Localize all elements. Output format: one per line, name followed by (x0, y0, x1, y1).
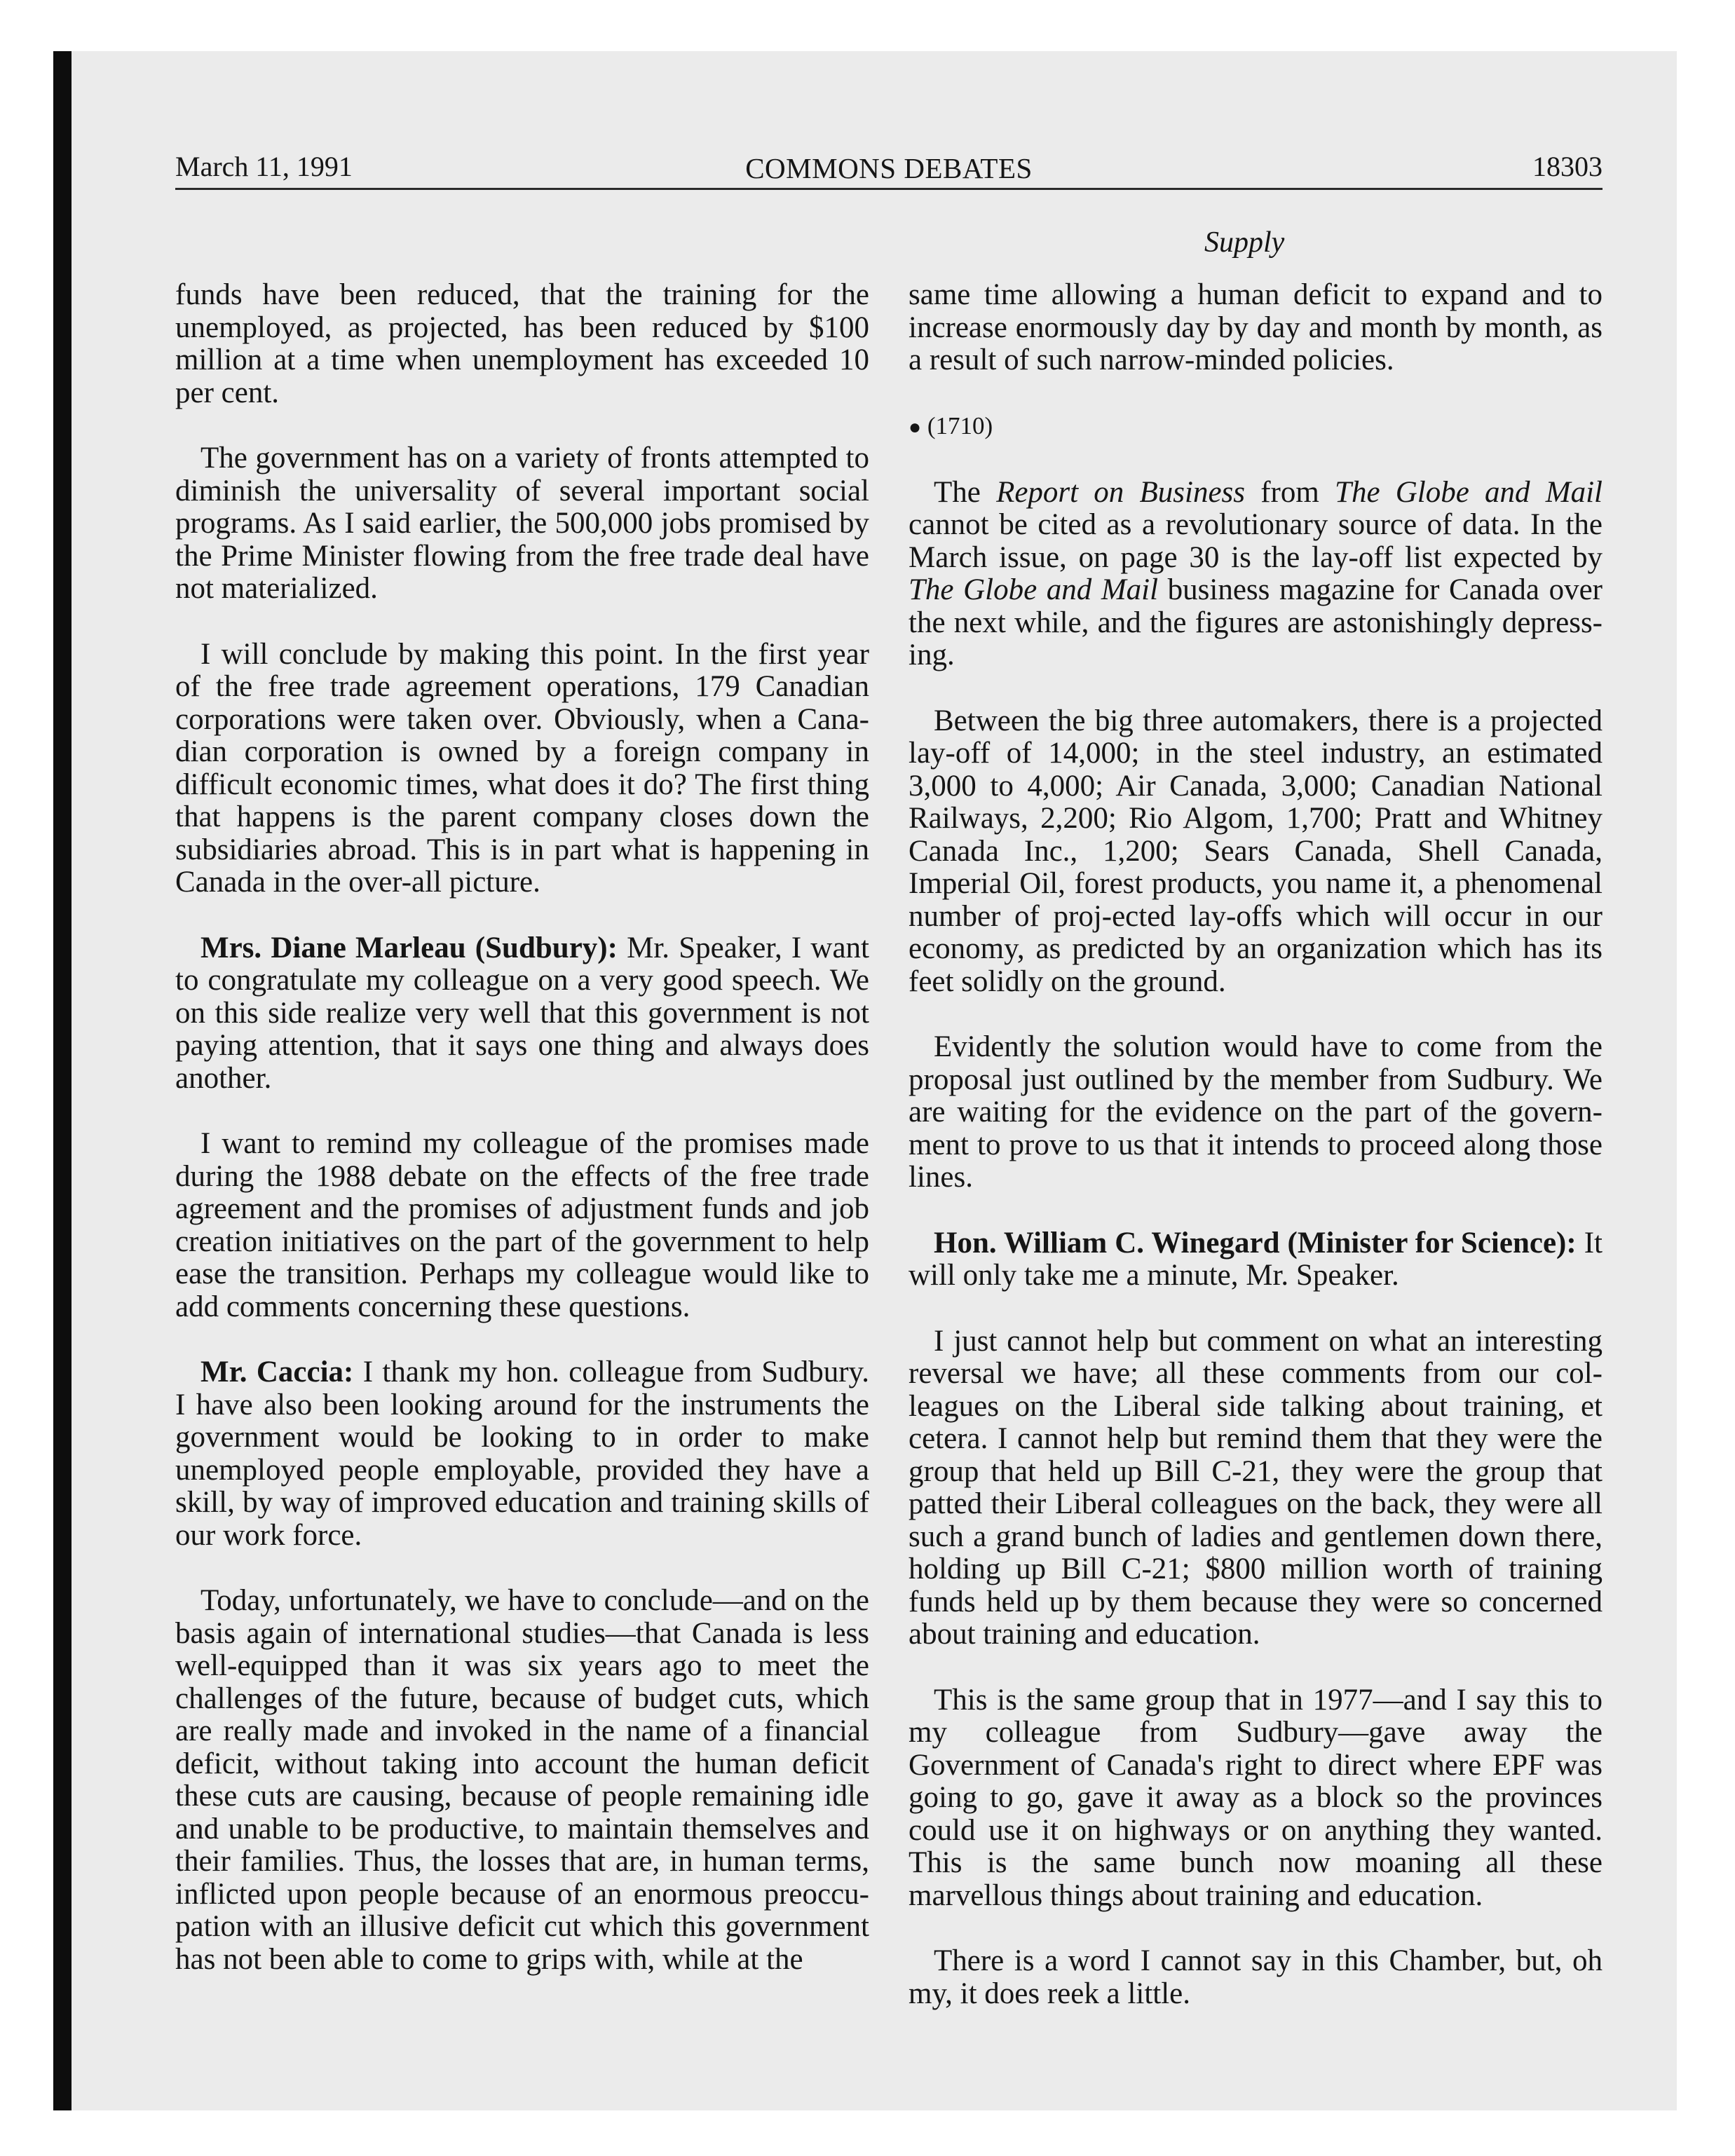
publication-title: Report on Business (996, 475, 1246, 509)
speaker-name: Mr. Caccia: (200, 1356, 354, 1389)
text-run: business magazine for Canada over the next while, and the figures are astonishingly depress-ing. (909, 573, 1603, 671)
speech-paragraph (175, 932, 869, 1096)
text-run: The (934, 475, 997, 509)
paragraph: There is a word I cannot say in this Chamber, but, oh my, it does reek a little. (909, 1944, 1603, 2010)
speech-text: It will only take me a minute, Mr. Speaker. (909, 1226, 1603, 1292)
paragraph: I want to remind my colleague of the promises made during the 1988 debate on the effects of the free trade agreement and the promises of adjustment funds and job creation initiatives on the part of the government to help ease the transition. Perhaps my colleague would like to add comments concerning these questions. (175, 1127, 869, 1323)
text-run: cannot be cited as a revolutionary source of data. In the March issue, on page 30 is the lay-off list expected by (909, 508, 1603, 574)
paragraph: same time allowing a human deficit to expand and to increase enormously day by day and month by month, as a result of such narrow-minded policies. (909, 278, 1603, 376)
paragraph: I will conclude by making this point. In the first year of the free trade agreement operations, 179 Canadian corporations were taken over. Obviously, when a Cana-dian corporation is owned by a foreign company in difficult economic times, what does it do? The first thing that happens is the parent company closes down the subsidiaries abroad. This is in part what is happening in Canada in the over-all picture. (175, 637, 869, 899)
time-marker-text: (1710) (927, 411, 993, 439)
right-column (909, 279, 1603, 2043)
paragraph: I just cannot help but comment on what an interesting reversal we have; all these comments from our col-leagues on the Liberal side talking about training, et cetera. I cannot help but remind them that they were the group that held up Bill C-21, they were the group that patted their Liberal colleagues on the back, they were all such a grand bunch of ladies and gentlemen down there, holding up Bill C-21; $800 million worth of training funds held up by them because they were so concerned about training and education. (909, 1324, 1603, 1651)
paragraph: Between the big three automakers, there is a projected lay-off of 14,000; in the steel industry, an estimated 3,000 to 4,000; Air Canada, 3,000; Canadian National Railways, 2,200; Rio Algom, 1,700; Pratt and Whitney Canada Inc., 1,200; Sears Canada, Shell Canada, Imperial Oil, forest products, you name it, a phenomenal number of proj-ected lay-offs which will occur in our economy, as predicted by an organization which has its feet solidly on the ground. (909, 704, 1603, 998)
speech-paragraph (909, 1227, 1603, 1292)
paragraph: funds have been reduced, that the training for the unemployed, as projected, has been reduced by $100 million at a time when unemployment has exceeded 10 per cent. (175, 278, 869, 409)
speech-paragraph (175, 1356, 869, 1552)
speaker-name: Hon. William C. Winegard (Minister for Science): (934, 1226, 1577, 1260)
paragraph: The government has on a variety of fronts attempted to diminish the universality of several important social programs. As I said earlier, the 500,000 jobs promised by the Prime Minister flowing from the free trade deal have not materialized. (175, 442, 869, 605)
section-title: Supply (1204, 226, 1285, 259)
paragraph: Today, unfortunately, we have to conclude—and on the basis again of international studies—that Canada is less well-equipped than it was six years ago to meet the challenges of the future, because of budget cuts, which are really made and invoked in the name of a financial deficit, without taking into account the human deficit these cuts are causing, because of people remaining idle and unable to be productive, to maintain themselves and their families. Thus, the losses that are, in human terms, inflicted upon people because of an enormous preoccu-pation with an illusive deficit cut which this government has not been able to come to grips with, while at the (175, 1584, 869, 1976)
bullet-icon: ● (909, 415, 922, 439)
header-date: March 11, 1991 (175, 151, 353, 182)
paragraph (909, 477, 1603, 672)
text-run: from (1245, 475, 1335, 509)
header-title: COMMONS DEBATES (745, 152, 1033, 184)
publication-title: The Globe and Mail (909, 573, 1159, 606)
publication-title: The Globe and Mail (1335, 475, 1603, 509)
speech-text: Mr. Speaker, I want to congratulate my colleague on a very good speech. We on this side realize very well that this government is not paying attention, that it says one thing and always does another. (175, 931, 870, 1095)
paragraph: Evidently the solution would have to come from the proposal just outlined by the member from Sudbury. We are waiting for the evidence on the part of the govern-ment to prove to us that it intends to proceed along those lines. (909, 1030, 1603, 1194)
left-column (175, 279, 869, 2009)
speaker-name: Mrs. Diane Marleau (Sudbury): (200, 931, 618, 964)
scan-edge-shadow (53, 51, 72, 2110)
time-marker (909, 410, 1603, 444)
paragraph: This is the same group that in 1977—and I say this to my colleague from Sudbury—gave away the Government of Canada's right to direct where EPF was going to go, gave it away as a block so the provinces could use it on highways or on anything they wanted. This is the same bunch now moaning all these marvellous things about training and education. (909, 1683, 1603, 1912)
speech-text: I thank my hon. colleague from Sudbury. I have also been looking around for the instruments the government would be looking to in order to make unemployed people employable, provided they have a skill, by way of improved education and training skills of our work force. (175, 1356, 870, 1552)
header-page-number: 18303 (1532, 151, 1603, 182)
page-header (175, 144, 1603, 190)
